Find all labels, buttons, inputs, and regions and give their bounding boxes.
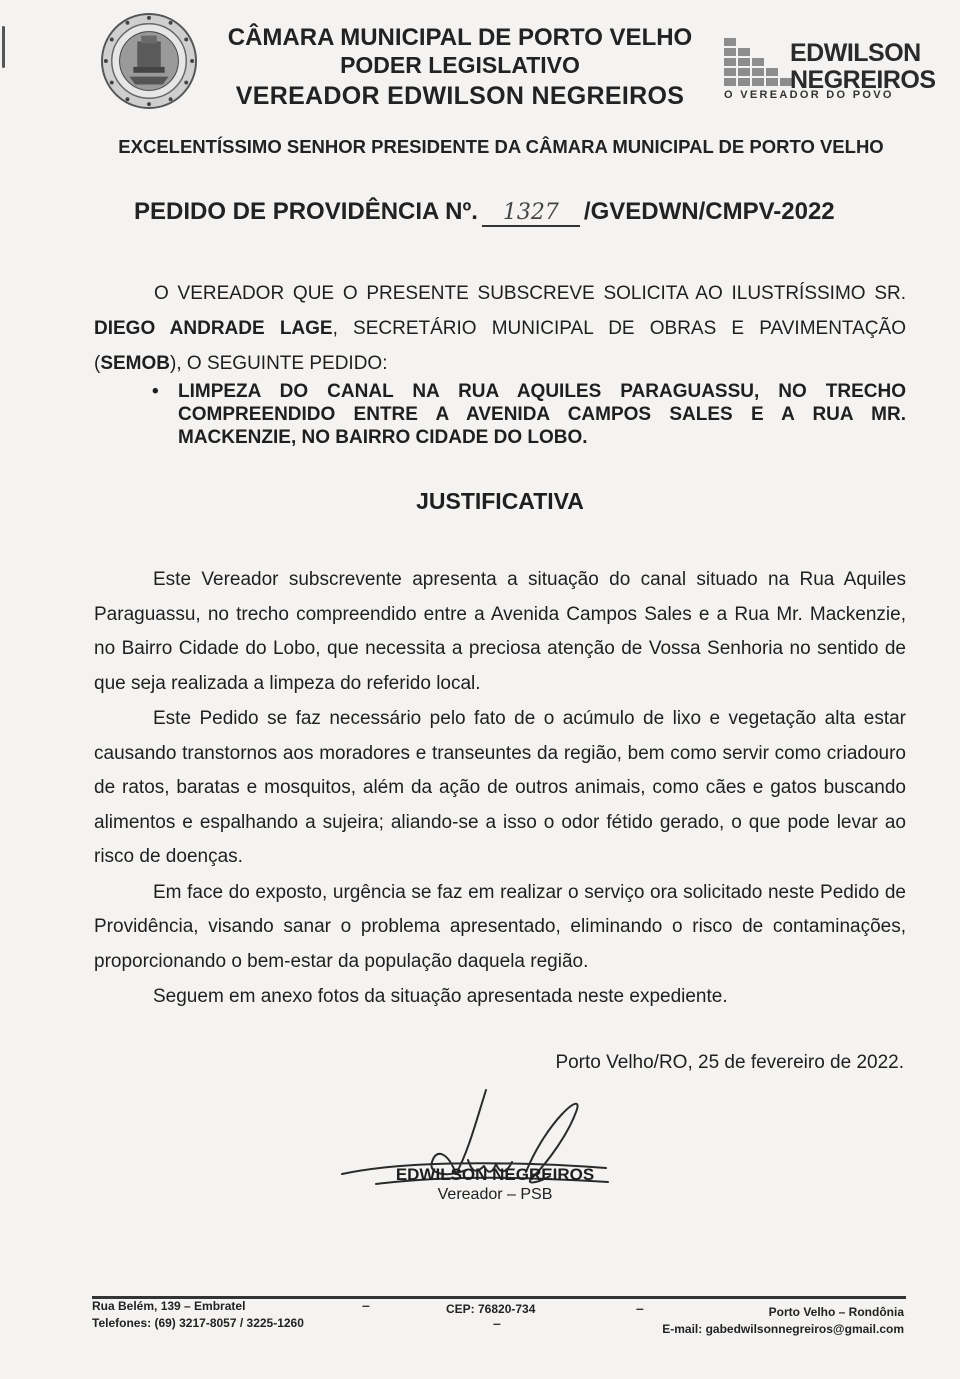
logo-tagline: O VEREADOR DO POVO: [724, 89, 894, 101]
secretary-name: DIEGO ANDRADE LAGE: [94, 318, 333, 339]
request-item-text: LIMPEZA DO CANAL NA RUA AQUILES PARAGUASSU, NO TRECHO COMPREENDIDO ENTRE A AVENIDA CAMPOS SALES E A RUA MR. MACKENZIE, NO BAIRRO CIDADE DO LOBO.: [178, 381, 906, 448]
camara-seal-icon: [100, 12, 198, 110]
footer-address: Rua Belém, 139 – Embratel: [92, 1299, 246, 1313]
footer-separator: –: [493, 1315, 501, 1331]
body-paragraph: Este Vereador subscrevente apresenta a situação do canal situado na Rua Aquiles Paraguassu, no trecho compreendido entre a Avenida Campos Sales e a Rua Mr. Mackenzie, no Bairro Cidade do Lobo, que necessita a preciosa atenção de Vossa Senhoria no sentido de que seja realizada a limpeza do referido local.: [94, 569, 906, 694]
handwritten-number: 1327: [482, 201, 580, 227]
logo-bars-icon: [724, 38, 794, 88]
body-paragraph: Em face do exposto, urgência se faz em realizar o serviço ora solicitado neste Pedido de Providência, visando sanar o problema apresentado, eliminando o risco de contaminações, proporcionando o bem-estar da população daquela região.: [94, 881, 906, 972]
footer-separator: –: [636, 1300, 644, 1316]
logo-name-last: NEGREIROS: [790, 66, 936, 94]
header-institution: CÂMARA MUNICIPAL DE PORTO VELHO: [227, 24, 693, 51]
title-prefix: PEDIDO DE PROVIDÊNCIA Nº.: [134, 198, 478, 225]
body-paragraph: Este Pedido se faz necessário pelo fato de o acúmulo de lixo e vegetação alta estar causando transtornos aos moradores e transeuntes da região, bem como servir como criadouro de ratos, baratas e mosquitos, além da ação de outros animais, como cães e gatos buscando alimentos e espalhando a sujeira; aliando-se a isso o odor fétido gerado, o que pode levar ao risco de doenças.: [94, 708, 906, 867]
document-title: [134, 198, 894, 227]
header-councilor: VEREADOR EDWILSON NEGREIROS: [235, 82, 685, 110]
body-paragraph: Seguem em anexo fotos da situação apresentada neste expediente.: [153, 986, 728, 1007]
justification-body: [94, 563, 906, 1016]
section-heading: JUSTIFICATIVA: [416, 488, 584, 514]
scan-edge-mark: [2, 26, 5, 68]
request-paragraph: [94, 276, 906, 381]
footer-cep: CEP: 76820-734: [446, 1302, 536, 1316]
footer-separator: –: [362, 1297, 370, 1313]
header-branch: PODER LEGISLATIVO: [340, 52, 580, 78]
agency-acronym: SEMOB: [100, 353, 171, 374]
footer-phones: Telefones: (69) 3217-8057 / 3225-1260: [92, 1316, 304, 1330]
request-text-2: , SECRETÁRIO MUNICIPAL DE OBRAS E PAVIMENTAÇÃO (: [94, 318, 906, 374]
signer-role: Vereador – PSB: [437, 1186, 553, 1203]
signer-name: EDWILSON NEGREIROS: [395, 1165, 595, 1184]
bullet-symbol: •: [152, 381, 159, 402]
request-item: [152, 380, 906, 449]
date-line: Porto Velho/RO, 25 de fevereiro de 2022.: [555, 1052, 904, 1073]
footer-city: Porto Velho – Rondônia: [768, 1305, 904, 1319]
logo-name-first: EDWILSON: [790, 39, 921, 67]
title-suffix: /GVEDWN/CMPV-2022: [583, 198, 835, 225]
request-text-1: O VEREADOR QUE O PRESENTE SUBSCREVE SOLICITA AO ILUSTRÍSSIMO SR.: [154, 283, 906, 304]
request-text-3: ), O SEGUINTE PEDIDO:: [170, 353, 388, 374]
salutation: EXCELENTÍSSIMO SENHOR PRESIDENTE DA CÂMARA MUNICIPAL DE PORTO VELHO: [118, 136, 884, 157]
logo-wordmark: [790, 39, 936, 94]
footer-email: E-mail: gabedwilsonnegreiros@gmail.com: [662, 1322, 904, 1336]
